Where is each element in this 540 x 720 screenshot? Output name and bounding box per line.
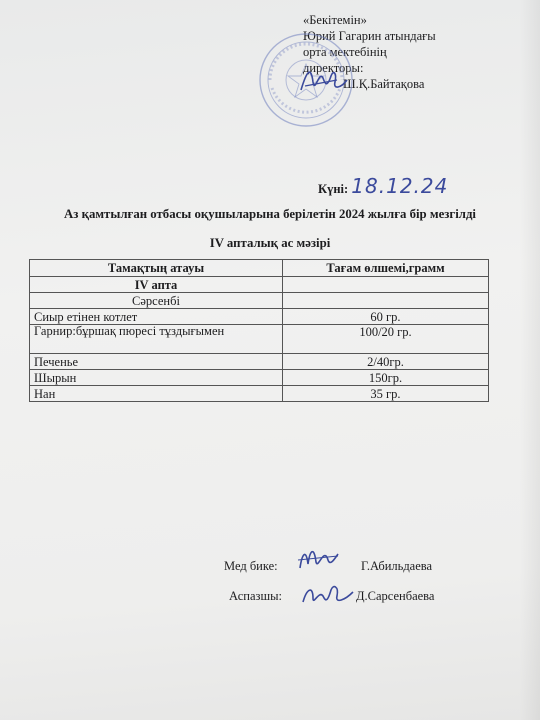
date-label: Күні: <box>318 182 349 196</box>
header-portion: Тағам өлшемі,грамм <box>283 260 489 277</box>
table-row <box>30 370 489 386</box>
approval-director-name: Ш.Қ.Байтақова <box>343 77 425 91</box>
document-subtitle: IV апталық ас мәзірі <box>209 236 331 250</box>
approval-position: директоры: <box>303 61 364 75</box>
dish-amount: 60 гр. <box>283 309 489 325</box>
dish-name: Печенье <box>30 354 283 370</box>
date-value: 18.12.24 <box>351 174 449 198</box>
page-shadow <box>520 0 540 720</box>
table-row-week <box>30 277 489 293</box>
table-row <box>30 325 489 354</box>
empty-cell <box>283 277 489 293</box>
approval-school-type: орта мектебінің <box>303 45 387 59</box>
approval-school: Юрий Гагарин атындағы <box>303 29 436 43</box>
cook-signature <box>297 576 357 612</box>
approval-heading: «Бекітемін» <box>303 13 367 27</box>
table-row <box>30 354 489 370</box>
table-row <box>30 309 489 325</box>
nurse-name: Г.Абильдаева <box>361 559 433 573</box>
nurse-role: Мед бике: <box>224 559 278 573</box>
dish-amount: 100/20 гр. <box>283 325 489 354</box>
dish-name: Сиыр етінен котлет <box>30 309 283 325</box>
table-header-row <box>30 260 489 277</box>
date-row <box>318 174 448 198</box>
cook-role: Аспазшы: <box>229 589 282 603</box>
header-dish-name: Тамақтың атауы <box>30 260 283 277</box>
dish-name: Гарнир:бұршақ пюресі тұздығымен <box>30 325 283 354</box>
dish-amount: 2/40гр. <box>283 354 489 370</box>
dish-name: Шырын <box>30 370 283 386</box>
dish-name: Нан <box>30 386 283 402</box>
week-cell: IV апта <box>30 277 283 293</box>
director-signature <box>297 60 352 100</box>
table-row <box>30 386 489 402</box>
table-row-day <box>30 293 489 309</box>
empty-cell <box>283 293 489 309</box>
dish-amount: 35 гр. <box>283 386 489 402</box>
menu-table <box>29 259 489 402</box>
day-cell: Сәрсенбі <box>30 293 283 309</box>
cook-name: Д.Сарсенбаева <box>356 589 435 603</box>
document-title: Аз қамтылған отбасы оқушыларына берілетін 2024 жылға бір мезгілді <box>63 207 476 221</box>
nurse-signature <box>294 540 344 576</box>
dish-amount: 150гр. <box>283 370 489 386</box>
